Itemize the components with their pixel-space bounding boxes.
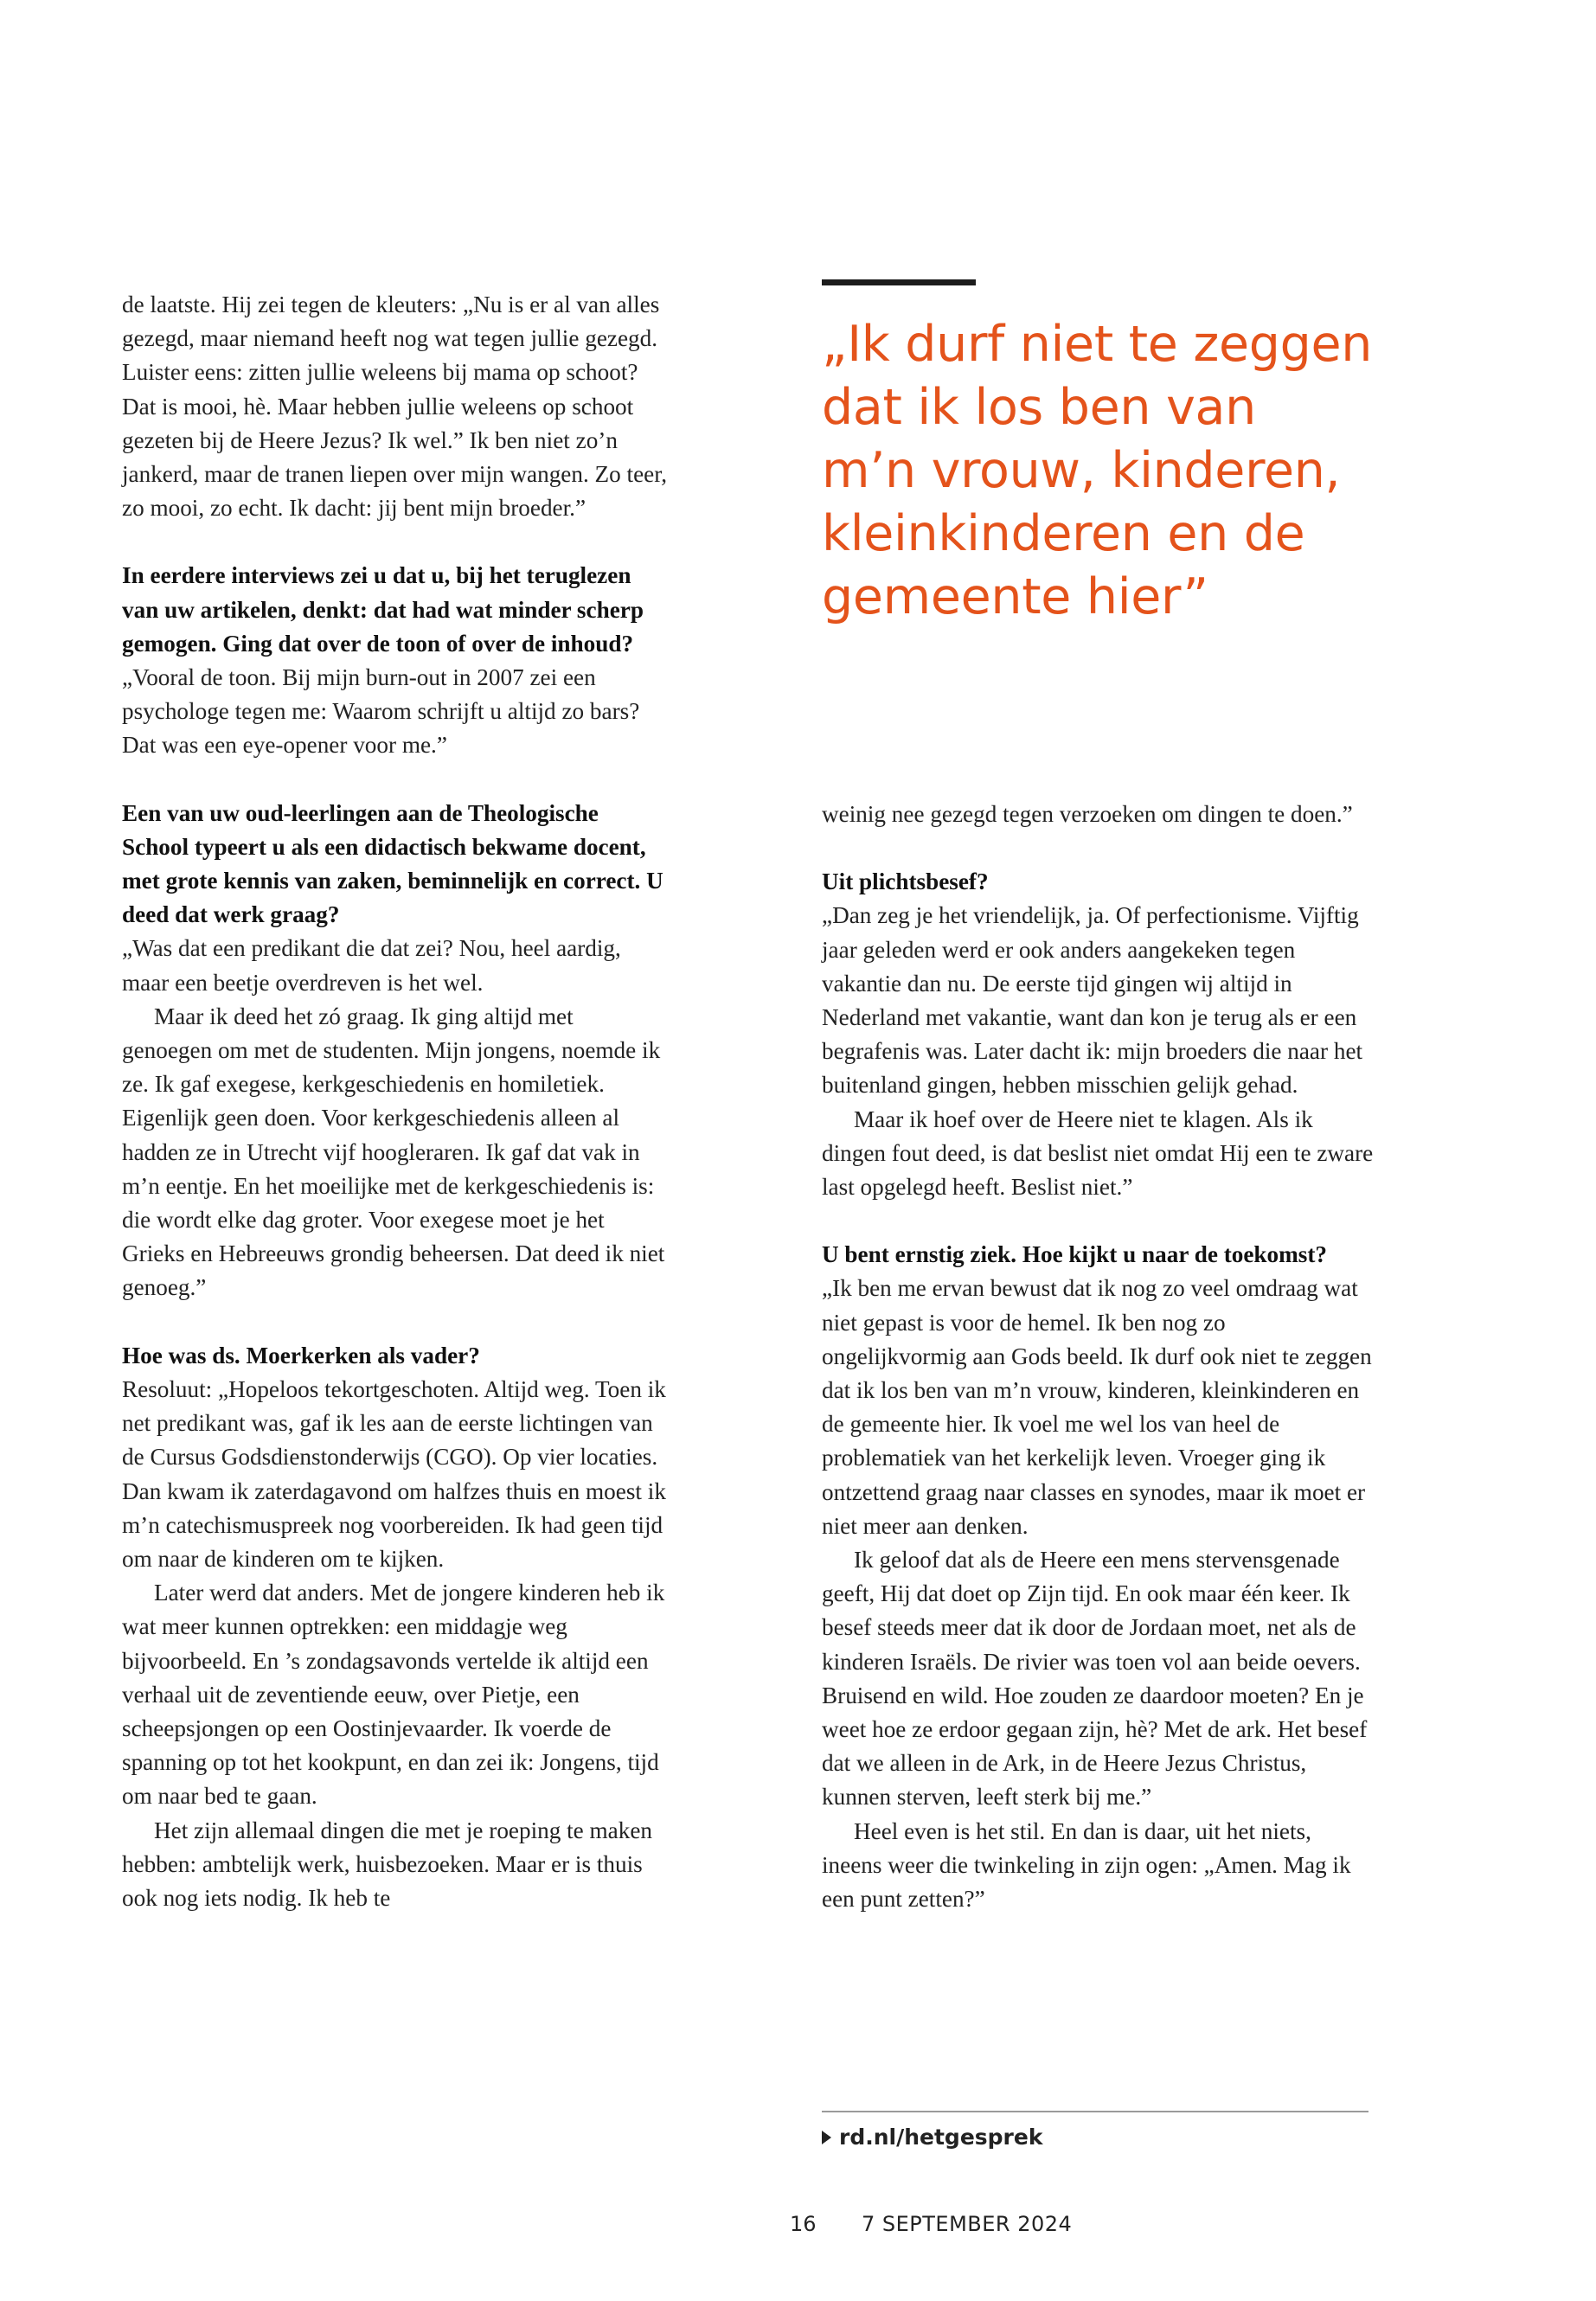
- triangle-arrow-icon: [822, 2131, 831, 2144]
- paragraph-gap: [822, 1204, 1375, 1238]
- interview-question: In eerdere interviews zei u dat u, bij het teruglezen van uw artikelen, denkt: dat had wat minder scherp gemogen. Ging dat over de toon of over de inhoud?: [122, 562, 644, 657]
- interview-question: Hoe was ds. Moerkerken als vader?: [122, 1342, 480, 1368]
- body-paragraph: de laatste. Hij zei tegen de kleuters: „Nu is er al van alles gezegd, maar niemand heeft nog wat tegen jullie gezegd. Luister eens: zitten jullie weleens bij mama op schoot? Dat is mooi, hè. Maar hebben jullie weleens op schoot gezeten bij de Heere Jezus? Ik wel.” Ik ben niet zo’n jankerd, maar de tranen liepen over mijn wangen. Zo teer, zo mooi, zo echt. Ik dacht: jij bent mijn broeder.”: [122, 292, 667, 522]
- article-end-rule: [822, 2111, 1368, 2112]
- body-paragraph: Het zijn allemaal dingen die met je roeping te maken hebben: ambtelijk werk, huisbezoeken. Maar er is thuis ook nog iets nodig. Ik heb te: [122, 1817, 653, 1911]
- body-paragraph: weinig nee gezegd tegen verzoeken om dingen te doen.”: [822, 801, 1353, 827]
- interview-question: Uit plichtsbesef?: [822, 868, 989, 895]
- pull-quote-line: kleinkinderen en de: [822, 505, 1305, 562]
- paragraph-gap: [122, 763, 667, 797]
- right-column: [822, 798, 1375, 1916]
- article-link[interactable]: [822, 2125, 1042, 2150]
- pull-quote-line: m’n vrouw, kinderen,: [822, 442, 1341, 499]
- pull-quote-line: dat ik los ben van: [822, 379, 1256, 436]
- pull-quote: [822, 313, 1375, 629]
- pull-quote-rule: [822, 279, 976, 285]
- body-paragraph: Resoluut: „Hopeloos tekortgeschoten. Altijd weg. Toen ik net predikant was, gaf ik les aan de eerste lichtingen van de Cursus Godsdienstonderwijs (CGO). Op vier locaties. Dan kwam ik zaterdagavond om halfzes thuis en moest ik m’n catechismuspreek nog voorbereiden. Ik had geen tijd om naar de kinderen om te kijken.: [122, 1375, 666, 1572]
- issue-date: 7 SEPTEMBER 2024: [862, 2212, 1073, 2236]
- body-paragraph: Maar ik hoef over de Heere niet te klagen. Als ik dingen fout deed, is dat beslist niet omdat Hij een te zware last opgelegd heeft. Beslist niet.”: [822, 1106, 1374, 1201]
- pull-quote-line: gemeente hier”: [822, 568, 1208, 625]
- paragraph-gap: [122, 1305, 667, 1339]
- page-number: 16: [790, 2212, 817, 2236]
- body-paragraph: „Vooral de toon. Bij mijn burn-out in 2007 zei een psychologe tegen me: Waarom schrijft u altijd zo bars? Dat was een eye-opener voor me.”: [122, 664, 640, 759]
- body-paragraph: Later werd dat anders. Met de jongere kinderen heb ik wat meer kunnen optrekken: een middagje weg bijvoorbeeld. En ’s zondagsavonds vertelde ik altijd een verhaal uit de zeventiende eeuw, over Pietje, een scheepsjongen op een Oostinjevaarder. Ik voerde de spanning op tot het kookpunt, en dan zei ik: Jongens, tijd om naar bed te gaan.: [122, 1580, 665, 1810]
- body-paragraph: Maar ik deed het zó graag. Ik ging altijd met genoegen om met de studenten. Mijn jongens, noemde ik ze. Ik gaf exegese, kerkgeschiedenis en homiletiek. Eigenlijk geen doen. Voor kerkgeschiedenis alleen al hadden ze in Utrecht vijf hoogleraren. Ik gaf dat vak in m’n eentje. En het moeilijke met de kerkgeschiedenis is: die wordt elke dag groter. Voor exegese moet je het Grieks en Hebreeuws grondig beheersen. Dat deed ik niet genoeg.”: [122, 1003, 665, 1301]
- body-paragraph: „Was dat een predikant die dat zei? Nou, heel aardig, maar een beetje overdreven is het wel.: [122, 935, 621, 996]
- paragraph-gap: [122, 525, 667, 559]
- paragraph-gap: [822, 831, 1375, 865]
- body-paragraph: „Dan zeg je het vriendelijk, ja. Of perfectionisme. Vijftig jaar geleden werd er ook anders aangekeken tegen vakantie dan nu. De eerste tijd gingen wij altijd in Nederland met vakantie, want dan kon je terug als er een begrafenis was. Later dacht ik: mijn broeders die naar het buitenland gingen, hebben misschien gelijk gehad.: [822, 902, 1363, 1099]
- left-column: [122, 288, 667, 1915]
- body-paragraph: Heel even is het stil. En dan is daar, uit het niets, ineens weer die twinkeling in zijn ogen: „Amen. Mag ik een punt zetten?”: [822, 1817, 1351, 1913]
- body-paragraph: „Ik ben me ervan bewust dat ik nog zo veel omdraag wat niet gepast is voor de hemel. Ik ben nog zo ongelijkvormig aan Gods beeld. Ik durf ook niet te zeggen dat ik los ben van m’n vrouw, kinderen, kleinkinderen en de gemeente hier. Ik voel me wel los van heel de problematiek van het kerkelijk leven. Vroeger ging ik ontzettend graag naar classes en synodes, maar ik moet er niet meer aan denken.: [822, 1275, 1372, 1539]
- article-link-text[interactable]: rd.nl/hetgesprek: [839, 2125, 1043, 2150]
- pull-quote-line: „Ik durf niet te zeggen: [822, 316, 1373, 373]
- interview-question: Een van uw oud-leerlingen aan de Theologische School typeert u als een didactisch bekwame docent, met grote kennis van zaken, beminnelijk en correct. U deed dat werk graag?: [122, 799, 663, 928]
- body-paragraph: Ik geloof dat als de Heere een mens stervensgenade geeft, Hij dat doet op Zijn tijd. En ook maar één keer. Ik besef steeds meer dat ik door de Jordaan moet, net als de kinderen Israëls. De rivier was toen vol aan beide oevers. Bruisend en wild. Hoe zouden ze daardoor moeten? En je weet hoe ze erdoor gegaan zijn, hè? Met de ark. Het besef dat we alleen in de Ark, in de Heere Jezus Christus, kunnen sterven, leeft sterk bij me.”: [822, 1547, 1368, 1811]
- interview-question: U bent ernstig ziek. Hoe kijkt u naar de toekomst?: [822, 1241, 1328, 1268]
